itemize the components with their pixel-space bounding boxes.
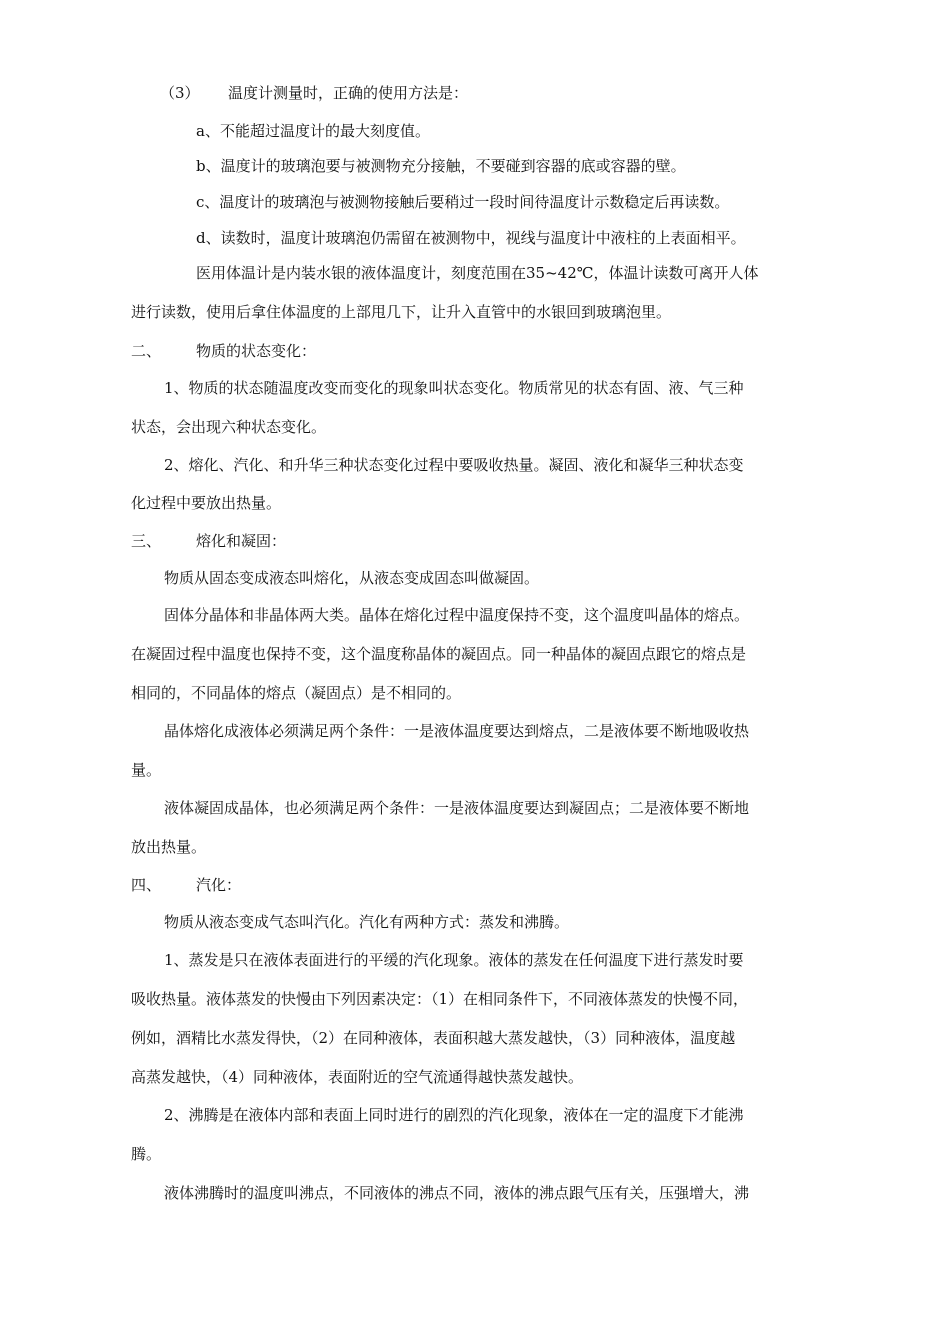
section-4-heading (131, 875, 241, 895)
section-4-p2-line-3: 例如，酒精比水蒸发得快，（2）在同种液体，表面积越大蒸发越快，（3）同种液体，温度越 (131, 1029, 736, 1047)
section-4-p3-line-1: 2、沸腾是在液体内部和表面上同时进行的剧烈的汽化现象，液体在一定的温度下才能沸 (164, 1106, 744, 1124)
section-3-p4-line-1: 液体凝固成晶体，也必须满足两个条件：一是液体温度要达到凝固点；二是液体要不断地 (164, 799, 750, 817)
rule-b: b、温度计的玻璃泡要与被测物充分接触，不要碰到容器的底或容器的壁。 (196, 157, 686, 175)
section-3-p2-line-1: 固体分晶体和非晶体两大类。晶体在熔化过程中温度保持不变，这个温度叫晶体的熔点。 (164, 606, 750, 624)
rule-c: c、温度计的玻璃泡与被测物接触后要稍过一段时间待温度计示数稳定后再读数。 (196, 193, 730, 211)
section-3-p1: 物质从固态变成液态叫熔化，从液态变成固态叫做凝固。 (164, 569, 540, 587)
section-4-title: 汽化： (196, 876, 242, 894)
section-3-p3-line-1: 晶体熔化成液体必须满足两个条件：一是液体温度要达到熔点，二是液体要不断地吸收热 (164, 722, 750, 740)
section-2-p1-line-2: 状态，会出现六种状态变化。 (131, 418, 327, 436)
item-3-text: 温度计测量时，正确的使用方法是： (228, 84, 469, 102)
rule-d: d、读数时，温度计玻璃泡仍需留在被测物中，视线与温度计中液柱的上表面相平。 (196, 229, 746, 247)
section-4-p3-line-2: 腾。 (131, 1145, 162, 1163)
rule-a: a、不能超过温度计的最大刻度值。 (196, 122, 430, 140)
section-3-p2-line-3: 相同的，不同晶体的熔点（凝固点）是不相同的。 (131, 684, 462, 702)
section-3-title: 熔化和凝固： (196, 532, 287, 550)
section-2-heading (131, 341, 316, 361)
section-2-p2-line-1: 2、熔化、汽化、和升华三种状态变化过程中要吸收热量。凝固、液化和凝华三种状态变 (164, 456, 744, 474)
section-2-title: 物质的状态变化： (196, 342, 317, 360)
medical-thermometer-line-2: 进行读数，使用后拿住体温度的上部甩几下，让升入直管中的水银回到玻璃泡里。 (131, 303, 672, 321)
section-4-p2-line-4: 高蒸发越快，（4）同种液体，表面附近的空气流通得越快蒸发越快。 (131, 1068, 584, 1086)
medical-thermometer-line-1: 医用体温计是内装水银的液体温度计，刻度范围在35~42℃，体温计读数可离开人体 (196, 264, 759, 282)
section-4-number: 四、 (131, 876, 162, 894)
item-3-number: （3） (160, 84, 200, 102)
item-3 (160, 83, 468, 103)
section-2-p1-line-1: 1、物质的状态随温度改变而变化的现象叫状态变化。物质常见的状态有固、液、气三种 (164, 379, 744, 397)
section-3-p2-line-2: 在凝固过程中温度也保持不变，这个温度称晶体的凝固点。同一种晶体的凝固点跟它的熔点是 (131, 645, 747, 663)
section-4-p4-line-1: 液体沸腾时的温度叫沸点，不同液体的沸点不同，液体的沸点跟气压有关，压强增大，沸 (164, 1184, 750, 1202)
section-3-number: 三、 (131, 532, 162, 550)
section-2-p2-line-2: 化过程中要放出热量。 (131, 494, 282, 512)
section-3-p4-line-2: 放出热量。 (131, 838, 207, 856)
section-3-heading (131, 531, 286, 551)
section-4-p2-line-1: 1、蒸发是只在液体表面进行的平缓的汽化现象。液体的蒸发在任何温度下进行蒸发时要 (164, 951, 744, 969)
section-4-p2-line-2: 吸收热量。液体蒸发的快慢由下列因素决定：（1）在相同条件下，不同液体蒸发的快慢不同， (131, 990, 749, 1008)
section-2-number: 二、 (131, 342, 162, 360)
section-4-p1: 物质从液态变成气态叫汽化。汽化有两种方式：蒸发和沸腾。 (164, 913, 570, 931)
section-3-p3-line-2: 量。 (131, 761, 162, 779)
